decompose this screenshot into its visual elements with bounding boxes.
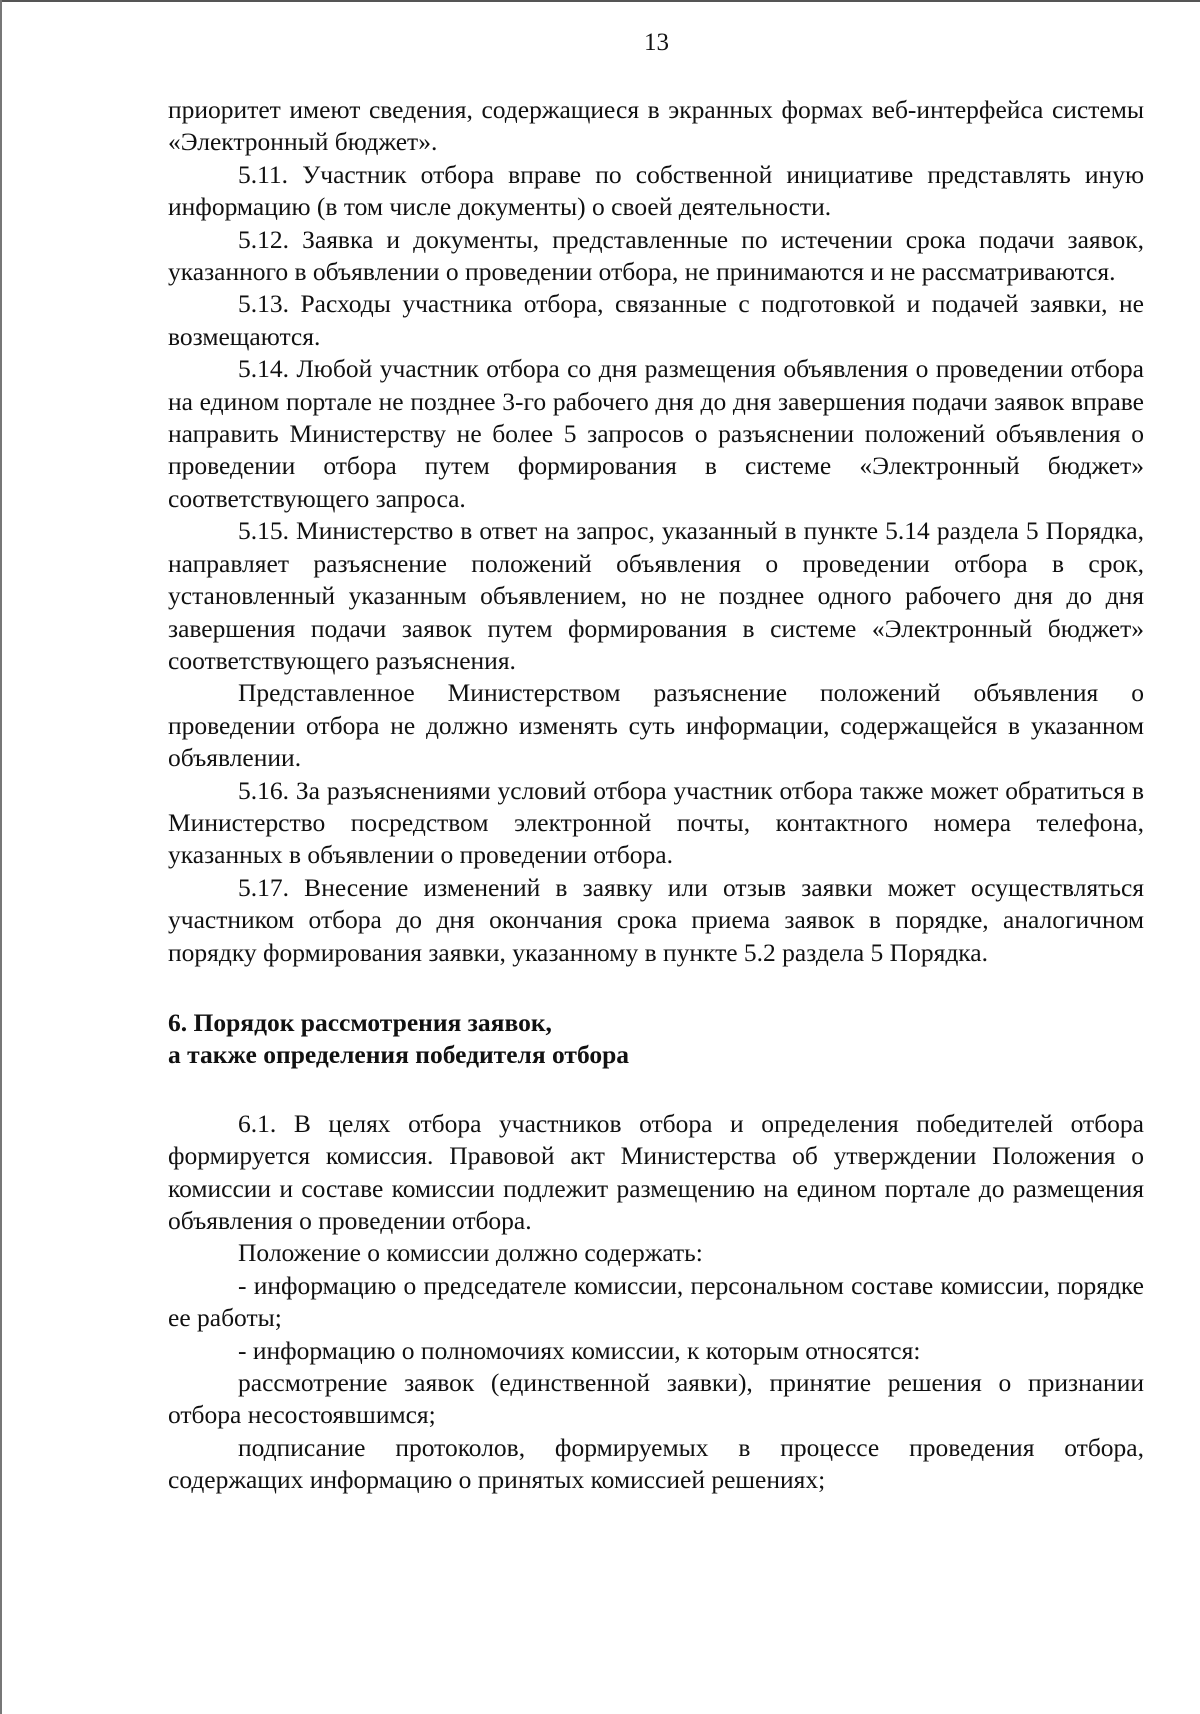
paragraph: 5.13. Расходы участника отбора, связанные с подготовкой и подачей заявки, не возмещаются. (168, 289, 1144, 351)
paragraph: подписание протоколов, формируемых в процессе проведения отбора, содержащих информацию о принятых комиссией решениях; (168, 1432, 1144, 1495)
paragraph: Представленное Министерством разъяснение положений объявления о проведении отбора не должно изменять суть информации, содержащейся в указанном объявлении. (168, 678, 1144, 773)
section-heading-line-1: 6. Порядок рассмотрения заявок, (168, 1007, 552, 1037)
paragraph: 5.12. Заявка и документы, представленные по истечении срока подачи заявок, указанного в объявлении о проведении отбора, не принимаются и не рассматриваются. (168, 224, 1144, 287)
paragraph: рассмотрение заявок (единственной заявки), принятие решения о признании отбора несостоявшимся; (168, 1368, 1144, 1430)
document-body (168, 94, 1144, 1497)
paragraph: - информацию о полномочиях комиссии, к которым относятся: (238, 1335, 921, 1365)
section-heading (168, 969, 1144, 1108)
paragraph: 5.14. Любой участник отбора со дня размещения объявления о проведении отбора на едином портале не позднее 3-го рабочего дня до дня завершения подачи заявок вправе направить Министерству не более 5 запросов о разъяснении положений объявления о проведении отбора путем формирования в системе «Электронный бюджет» соответствующего запроса. (168, 354, 1144, 513)
paragraph: 5.17. Внесение изменений в заявку или отзыв заявки может осуществляться участником отбора до дня окончания срока приема заявок в порядке, аналогичном порядку формирования заявки, указанному в пункте 5.2 раздела 5 Порядка. (168, 872, 1144, 967)
paragraph: 5.11. Участник отбора вправе по собственной инициативе представлять иную информацию (в том числе документы) о своей деятельности. (168, 159, 1144, 222)
paragraph: приоритет имеют сведения, содержащиеся в экранных формах веб-интерфейса системы «Электронный бюджет». (168, 95, 1144, 157)
paragraph: 5.15. Министерство в ответ на запрос, указанный в пункте 5.14 раздела 5 Порядка, направляет разъяснение положений объявления о проведении отбора в срок, установленный указанным объявлением, но не позднее одного рабочего дня до дня завершения подачи заявок путем формирования в системе «Электронный бюджет» соответствующего разъяснения. (168, 516, 1144, 675)
scan-top-edge (0, 0, 1200, 2)
scan-left-edge (0, 0, 2, 1714)
paragraphs-after-heading (168, 1108, 1144, 1497)
section-heading-line-2: а также определения победителя отбора (168, 1040, 630, 1070)
paragraph: 6.1. В целях отбора участников отбора и определения победителей отбора формируется комиссия. Правовой акт Министерства об утверждении Положения о комиссии и составе комиссии подлежит размещению на едином портале до размещения объявления о проведении отбора. (168, 1108, 1144, 1235)
paragraph: Положение о комиссии должно содержать: (238, 1238, 703, 1268)
paragraph: - информацию о председателе комиссии, персональном составе комиссии, порядке ее работы; (168, 1270, 1144, 1333)
page-number: 13 (644, 29, 669, 56)
paragraph: 5.16. За разъяснениями условий отбора участник отбора также может обратиться в Министерство посредством электронной почты, контактного номера телефона, указанных в объявлении о проведении отбора. (168, 775, 1144, 870)
paragraphs-before-heading (168, 94, 1144, 969)
